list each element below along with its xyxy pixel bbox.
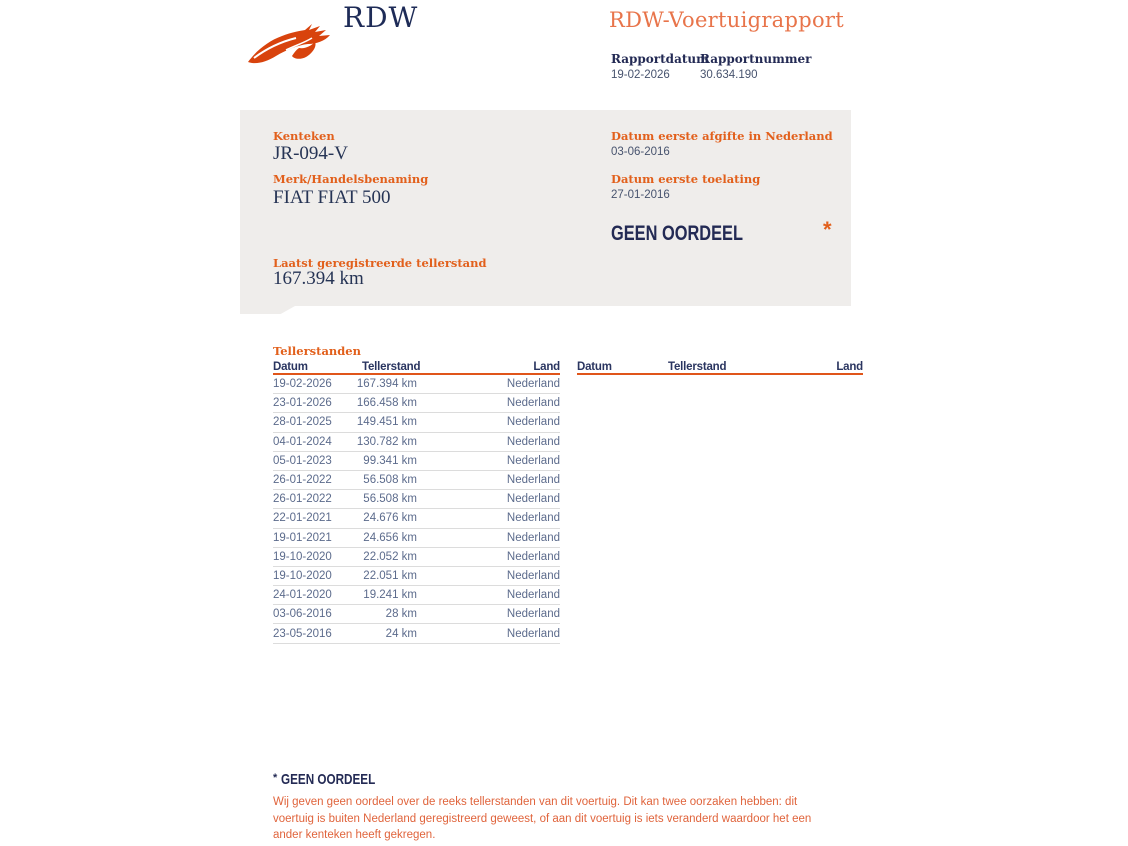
- table-row: [273, 452, 560, 471]
- tellerstanden-table-left: [273, 360, 560, 644]
- table-row: [273, 548, 560, 567]
- cell-land: Nederland: [506, 493, 560, 506]
- cell-land: Nederland: [506, 454, 560, 467]
- cell-land: Nederland: [506, 608, 560, 621]
- cell-datum: 03-06-2016: [273, 608, 332, 621]
- cell-tellerstand: 99.341 km: [363, 454, 417, 467]
- eerste-afgifte-value: 03-06-2016: [611, 146, 670, 158]
- cell-tellerstand: 22.051 km: [363, 569, 417, 582]
- report-number-value: 30.634.190: [700, 69, 758, 81]
- cell-datum: 19-02-2026: [273, 378, 332, 391]
- rdw-wing-logo-icon: [246, 23, 334, 69]
- cell-datum: 19-01-2021: [273, 531, 332, 544]
- footnote-explanation-text: Wij geven geen oordeel over de reeks tellerstanden van dit voertuig. Dit kan twee oorzaken hebben: dit voertuig is buiten Nederland geregistreerd geweest, of aan dit voertuig is iets veranderd waardoor het een ander kenteken heeft gekregen.: [273, 796, 812, 841]
- cell-datum: 28-01-2025: [273, 416, 332, 429]
- table-row: [273, 471, 560, 490]
- kenteken-label: Kenteken: [273, 129, 335, 143]
- cell-tellerstand: 167.394 km: [356, 378, 417, 391]
- tellerstanden-section-title: Tellerstanden: [273, 344, 361, 358]
- table-header-row: [273, 360, 560, 375]
- report-date-value: 19-02-2026: [611, 69, 670, 81]
- laatste-tellerstand-label: Laatst geregistreerde tellerstand: [273, 256, 487, 270]
- cell-datum: 22-01-2021: [273, 512, 332, 525]
- eerste-toelating-value: 27-01-2016: [611, 189, 670, 201]
- footnote-section: [273, 771, 833, 844]
- cell-land: Nederland: [506, 550, 560, 563]
- footnote-heading: [273, 771, 833, 791]
- cell-datum: 04-01-2024: [273, 435, 332, 448]
- cell-tellerstand: 24 km: [385, 627, 417, 640]
- table-header-row: [577, 360, 863, 375]
- tellerstanden-table-right: [577, 360, 863, 375]
- laatste-tellerstand-value: 167.394 km: [273, 268, 364, 289]
- cell-land: Nederland: [506, 435, 560, 448]
- cell-tellerstand: 56.508 km: [363, 474, 417, 487]
- cell-land: Nederland: [506, 569, 560, 582]
- cell-tellerstand: 19.241 km: [363, 589, 417, 602]
- cell-datum: 19-10-2020: [273, 550, 332, 563]
- cell-land: Nederland: [506, 378, 560, 391]
- cell-tellerstand: 56.508 km: [363, 493, 417, 506]
- column-header-land: Land: [836, 361, 863, 373]
- brand-wordmark: RDW: [343, 1, 419, 34]
- table-row: [273, 567, 560, 586]
- verdict-text: GEEN OORDEEL: [611, 222, 743, 245]
- cell-datum: 19-10-2020: [273, 569, 332, 582]
- table-row: [273, 433, 560, 452]
- table-body: [273, 375, 560, 644]
- cell-land: Nederland: [506, 416, 560, 429]
- table-row: [273, 413, 560, 432]
- verdict-asterisk-marker: *: [823, 217, 832, 242]
- column-header-tellerstand: Tellerstand: [668, 361, 727, 373]
- kenteken-value: JR-094-V: [273, 143, 348, 164]
- merk-label: Merk/Handelsbenaming: [273, 172, 429, 186]
- cell-land: Nederland: [506, 397, 560, 410]
- table-row: [273, 394, 560, 413]
- report-date-label: Rapportdatum: [611, 52, 709, 66]
- vehicle-summary-box: [240, 110, 851, 306]
- cell-datum: 05-01-2023: [273, 454, 332, 467]
- cell-tellerstand: 22.052 km: [363, 550, 417, 563]
- table-row: [273, 624, 560, 643]
- column-header-datum: Datum: [273, 361, 308, 373]
- cell-land: Nederland: [506, 531, 560, 544]
- cell-tellerstand: 149.451 km: [356, 416, 417, 429]
- table-row: [273, 529, 560, 548]
- column-header-tellerstand: Tellerstand: [362, 361, 421, 373]
- cell-land: Nederland: [506, 627, 560, 640]
- table-row: [273, 375, 560, 394]
- eerste-toelating-label: Datum eerste toelating: [611, 172, 761, 186]
- table-row: [273, 490, 560, 509]
- report-number-label: Rapportnummer: [700, 52, 812, 66]
- footnote-asterisk-marker: *: [273, 772, 278, 784]
- cell-datum: 26-01-2022: [273, 474, 332, 487]
- cell-land: Nederland: [506, 589, 560, 602]
- cell-datum: 23-01-2026: [273, 397, 332, 410]
- table-row: [273, 586, 560, 605]
- table-row: [273, 605, 560, 624]
- cell-tellerstand: 130.782 km: [356, 435, 417, 448]
- cell-datum: 24-01-2020: [273, 589, 332, 602]
- column-header-datum: Datum: [577, 361, 612, 373]
- table-row: [273, 509, 560, 528]
- merk-value: FIAT FIAT 500: [273, 187, 391, 208]
- cell-tellerstand: 28 km: [385, 608, 417, 621]
- eerste-afgifte-label: Datum eerste afgifte in Nederland: [611, 129, 833, 143]
- cell-tellerstand: 24.656 km: [363, 531, 417, 544]
- cell-datum: 23-05-2016: [273, 627, 332, 640]
- footnote-title: GEEN OORDEEL: [281, 771, 376, 788]
- cell-tellerstand: 166.458 km: [356, 397, 417, 410]
- report-title: RDW-Voertuigrapport: [609, 8, 845, 32]
- cell-land: Nederland: [506, 512, 560, 525]
- cell-datum: 26-01-2022: [273, 493, 332, 506]
- cell-land: Nederland: [506, 474, 560, 487]
- column-header-land: Land: [533, 361, 560, 373]
- cell-tellerstand: 24.676 km: [363, 512, 417, 525]
